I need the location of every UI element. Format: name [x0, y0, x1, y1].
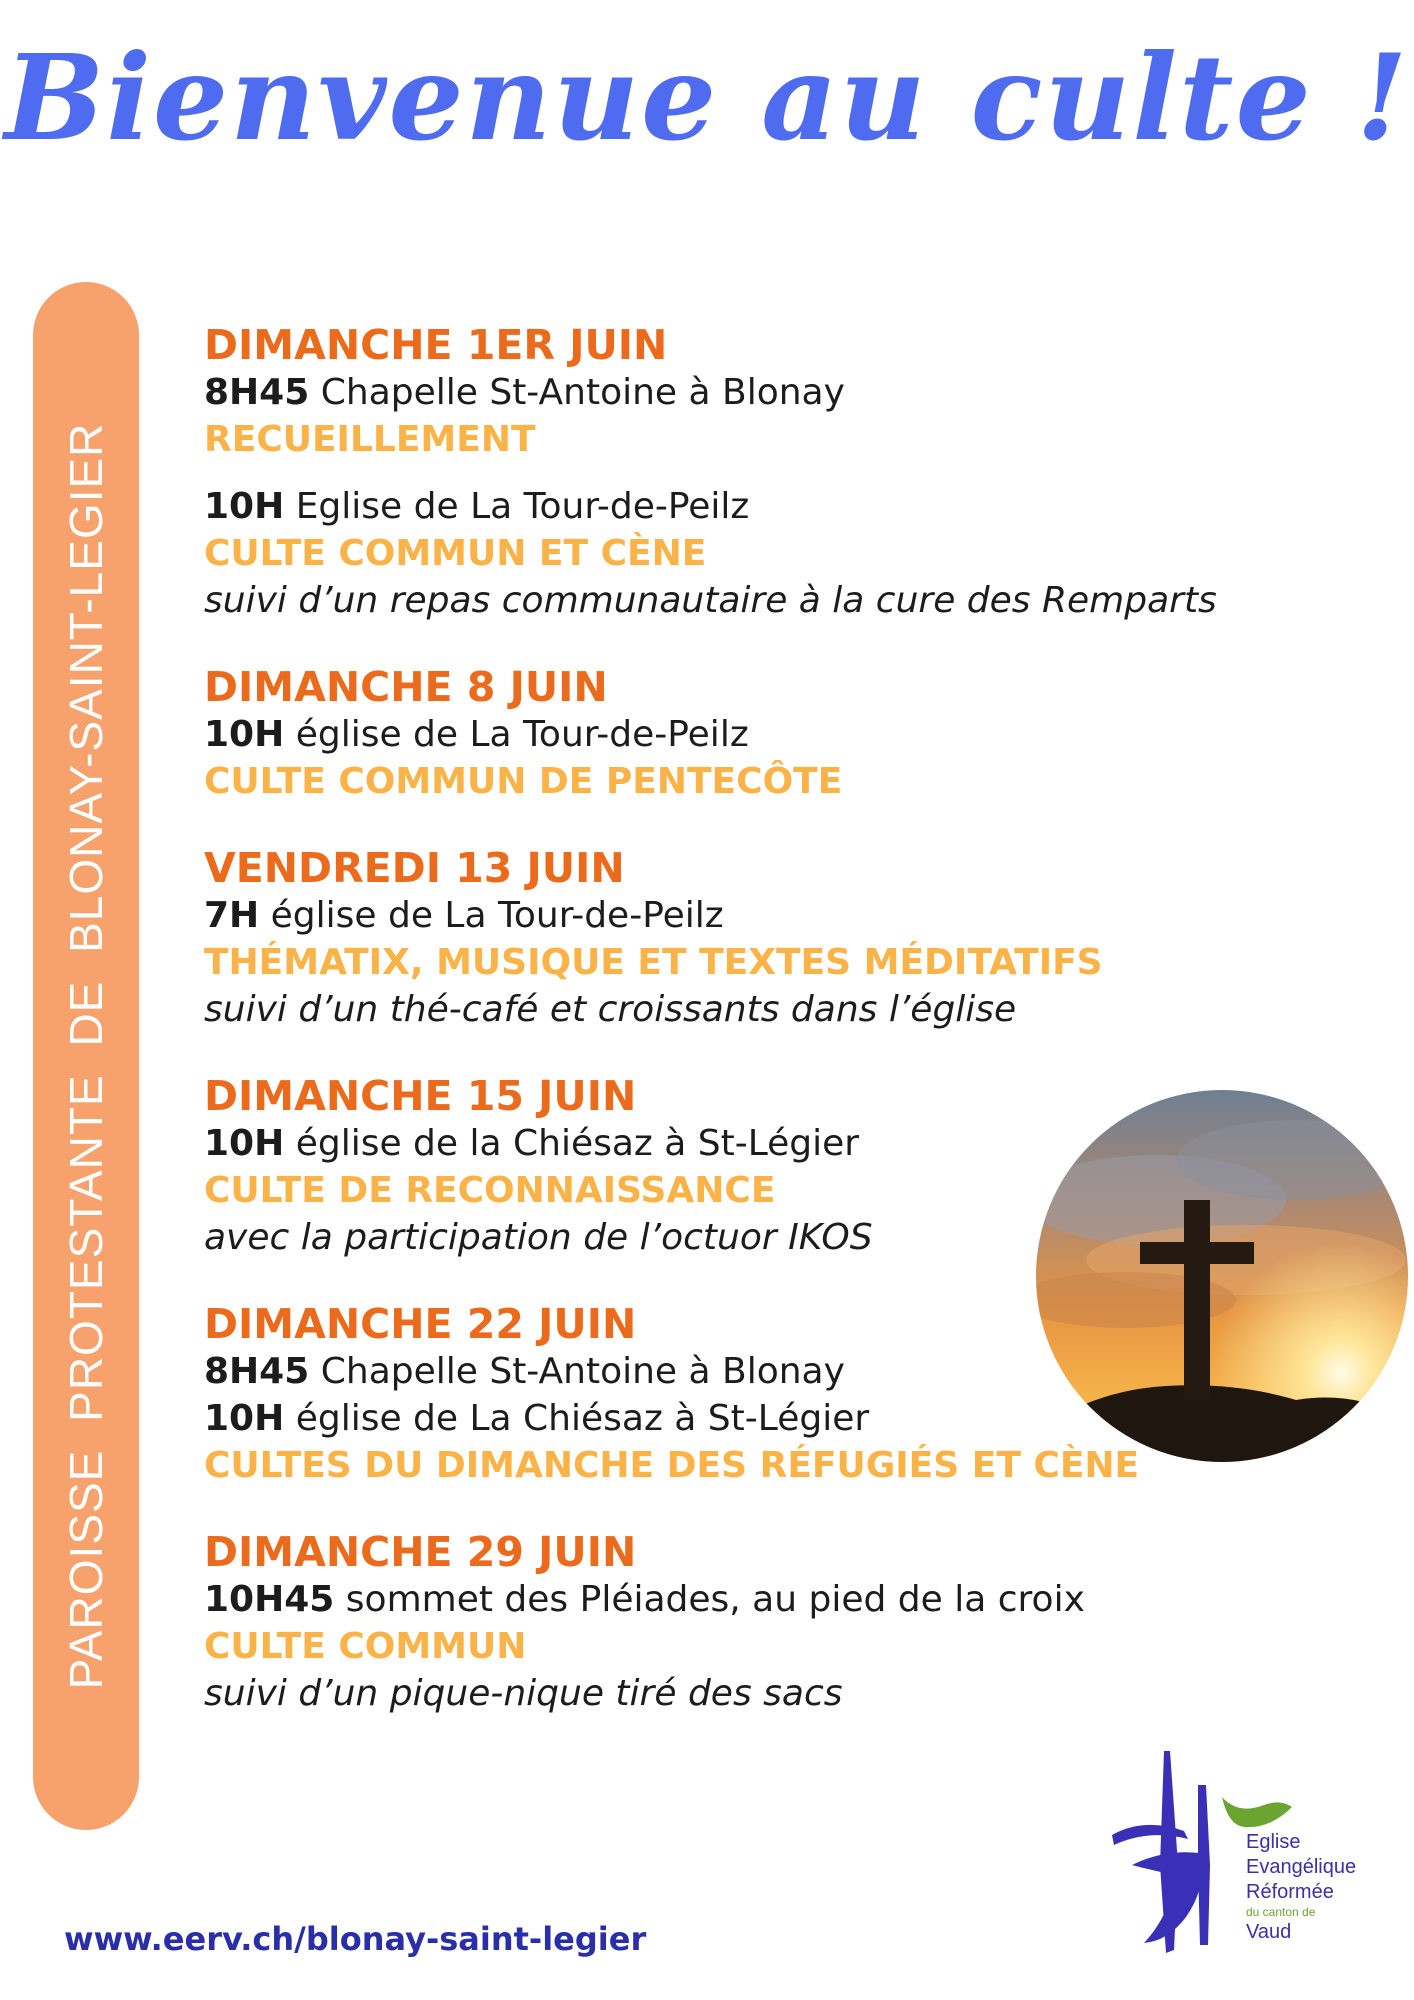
event-place: Chapelle St-Antoine à Blonay [320, 1351, 845, 1392]
event-label: CULTES DU DIMANCHE DES RÉFUGIÉS ET CÈNE [204, 1445, 1140, 1486]
page-title: Bienvenue au culte ! [4, 28, 1410, 167]
event-place: église de La Chiésaz à St-Légier [295, 1398, 870, 1439]
event-place: Chapelle St-Antoine à Blonay [320, 372, 845, 413]
event-date: DIMANCHE 15 JUIN [204, 1072, 637, 1120]
event-note: suivi d’un thé-café et croissants dans l’église [204, 989, 1017, 1030]
event-note: avec la participation de l’octuor IKOS [204, 1217, 873, 1258]
event-place: église de La Tour-de-Peilz [295, 714, 749, 755]
event-label: THÉMATIX, MUSIQUE ET TEXTES MÉDITATIFS [204, 942, 1103, 983]
sunset-cross-photo [1036, 1090, 1408, 1462]
event-note: suivi d’un repas communautaire à la cure des Remparts [204, 580, 1217, 621]
event-time: 10H [204, 714, 285, 755]
event-place: sommet des Pléiades, au pied de la croix [345, 1579, 1085, 1620]
logo-line: Vaud [1246, 1921, 1292, 1943]
event-date: DIMANCHE 1ER JUIN [204, 321, 668, 369]
event-time: 10H45 [204, 1579, 335, 1620]
logo-line: Réformée [1246, 1881, 1334, 1903]
logo-line-small: du canton de [1246, 1905, 1316, 1919]
event-note: suivi d’un pique-nique tiré des sacs [204, 1673, 843, 1714]
event-label: RECUEILLEMENT [204, 419, 536, 460]
event-time-place [204, 369, 1354, 416]
event-time: 10H [204, 1398, 285, 1439]
cross-icon [1036, 1090, 1408, 1462]
sidebar-text: PAROISSE PROTESTANTE DE BLONAY-SAINT-LEGIER [60, 422, 112, 1690]
event-place: Eglise de La Tour-de-Peilz [295, 486, 750, 527]
event-label: CULTE DE RECONNAISSANCE [204, 1170, 776, 1211]
event-time: 8H45 [204, 1351, 310, 1392]
schedule-list [204, 322, 1354, 1757]
event-date: DIMANCHE 29 JUIN [204, 1528, 637, 1576]
event-time-place [204, 1576, 1354, 1623]
eerv-logo-text [1246, 1830, 1356, 1945]
event-time-place [204, 892, 1354, 939]
logo-line: Eglise [1246, 1831, 1301, 1853]
event-time: 10H [204, 1123, 285, 1164]
event-date: VENDREDI 13 JUIN [204, 844, 625, 892]
event-time: 7H [204, 895, 260, 936]
event-place: église de La Tour-de-Peilz [270, 895, 724, 936]
event-date: DIMANCHE 22 JUIN [204, 1300, 637, 1348]
logo-line: Evangélique [1246, 1856, 1357, 1878]
website-link[interactable]: www.eerv.ch/blonay-saint-legier [64, 1920, 647, 1958]
event-2 [204, 664, 1354, 805]
event-place: église de la Chiésaz à St-Légier [295, 1123, 860, 1164]
event-label: CULTE COMMUN [204, 1626, 527, 1667]
event-time-place [204, 483, 1354, 530]
event-label: CULTE COMMUN DE PENTECÔTE [204, 761, 843, 802]
event-time: 10H [204, 486, 285, 527]
event-time-place [204, 711, 1354, 758]
event-label: CULTE COMMUN ET CÈNE [204, 533, 707, 574]
event-1 [204, 322, 1354, 624]
event-6 [204, 1529, 1354, 1717]
event-date: DIMANCHE 8 JUIN [204, 663, 608, 711]
event-3 [204, 845, 1354, 1033]
event-time: 8H45 [204, 372, 310, 413]
